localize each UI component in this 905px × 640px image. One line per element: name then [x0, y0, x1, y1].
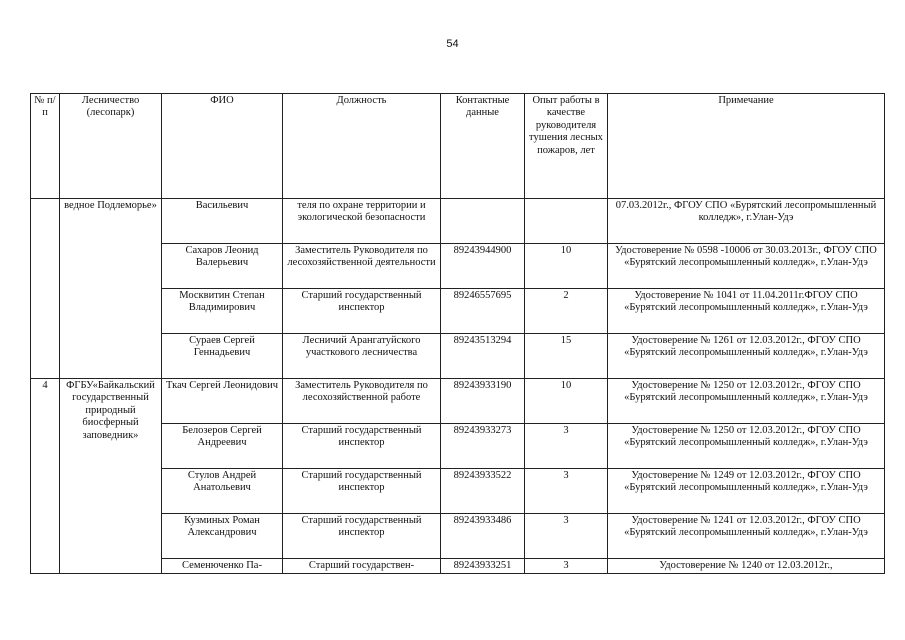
forestry-cell: ФГБУ«Байкальский государственный природный биосферный заповедник»	[60, 379, 162, 574]
contact-cell: 89243933522	[441, 469, 525, 514]
header-number: № п/п	[31, 94, 60, 199]
personnel-table	[30, 93, 885, 574]
table-row	[31, 199, 885, 244]
fio-cell: Кузминых Роман Александрович	[162, 514, 283, 559]
fio-cell: Сахаров Леонид Валерьевич	[162, 244, 283, 289]
experience-cell: 3	[525, 559, 608, 574]
header-fio: ФИО	[162, 94, 283, 199]
position-cell: Старший государственный инспектор	[283, 424, 441, 469]
fio-cell: Сураев Сергей Геннадьевич	[162, 334, 283, 379]
note-cell: Удостоверение № 1041 от 11.04.2011г.ФГОУ СПО «Бурятский лесопромышленный колледж», г.Улан-Удэ	[608, 289, 885, 334]
fio-cell: Стулов Андрей Анатольевич	[162, 469, 283, 514]
experience-cell: 15	[525, 334, 608, 379]
position-cell: Лесничий Арангатуйского участкового лесничества	[283, 334, 441, 379]
fio-cell: Семенюченко Па-	[162, 559, 283, 574]
header-forestry: Лесничество (лесопарк)	[60, 94, 162, 199]
page-number: 54	[446, 38, 459, 50]
note-cell: 07.03.2012г., ФГОУ СПО «Бурятский лесопромышленный колледж», г.Улан-Удэ	[608, 199, 885, 244]
header-experience: Опыт работы в качестве руководителя тушения лесных пожаров, лет	[525, 94, 608, 199]
experience-cell	[525, 199, 608, 244]
contact-cell: 89243933273	[441, 424, 525, 469]
fio-cell: Белозеров Сергей Андреевич	[162, 424, 283, 469]
table-header-row	[31, 94, 885, 199]
position-cell: Старший государственный инспектор	[283, 514, 441, 559]
note-cell: Удостоверение № 1250 от 12.03.2012г., ФГОУ СПО «Бурятский лесопромышленный колледж», г.Улан-Удэ	[608, 424, 885, 469]
position-cell: Заместитель Руководителя по лесохозяйственной работе	[283, 379, 441, 424]
fio-cell: Ткач Сергей Леонидович	[162, 379, 283, 424]
note-cell: Удостоверение № 0598 -10006 от 30.03.2013г., ФГОУ СПО «Бурятский лесопромышленный колледж», г.Улан-Удэ	[608, 244, 885, 289]
experience-cell: 3	[525, 469, 608, 514]
experience-cell: 3	[525, 514, 608, 559]
contact-cell: 89243933251	[441, 559, 525, 574]
header-note: Примечание	[608, 94, 885, 199]
note-cell: Удостоверение № 1241 от 12.03.2012г., ФГОУ СПО «Бурятский лесопромышленный колледж», г.Улан-Удэ	[608, 514, 885, 559]
note-cell: Удостоверение № 1261 от 12.03.2012г., ФГОУ СПО «Бурятский лесопромышленный колледж», г.Улан-Удэ	[608, 334, 885, 379]
contact-cell: 89243933190	[441, 379, 525, 424]
position-cell: теля по охране территории и экологической безопасности	[283, 199, 441, 244]
position-cell: Заместитель Руководителя по лесохозяйственной деятельности	[283, 244, 441, 289]
contact-cell: 89246557695	[441, 289, 525, 334]
position-cell: Старший государственный инспектор	[283, 469, 441, 514]
header-position: Должность	[283, 94, 441, 199]
contact-cell: 89243513294	[441, 334, 525, 379]
row-number-cell	[31, 199, 60, 379]
fio-cell: Васильевич	[162, 199, 283, 244]
table-row	[31, 379, 885, 424]
row-number-cell: 4	[31, 379, 60, 574]
position-cell: Старший государственный инспектор	[283, 289, 441, 334]
experience-cell: 2	[525, 289, 608, 334]
experience-cell: 3	[525, 424, 608, 469]
contact-cell: 89243944900	[441, 244, 525, 289]
experience-cell: 10	[525, 379, 608, 424]
note-cell: Удостоверение № 1240 от 12.03.2012г.,	[608, 559, 885, 574]
fio-cell: Москвитин Степан Владимирович	[162, 289, 283, 334]
experience-cell: 10	[525, 244, 608, 289]
header-contact: Контактные данные	[441, 94, 525, 199]
position-cell: Старший государствен-	[283, 559, 441, 574]
contact-cell	[441, 199, 525, 244]
note-cell: Удостоверение № 1250 от 12.03.2012г., ФГОУ СПО «Бурятский лесопромышленный колледж», г.Улан-Удэ	[608, 379, 885, 424]
contact-cell: 89243933486	[441, 514, 525, 559]
forestry-cell: ведное Подлеморье»	[60, 199, 162, 379]
note-cell: Удостоверение № 1249 от 12.03.2012г., ФГОУ СПО «Бурятский лесопромышленный колледж», г.Улан-Удэ	[608, 469, 885, 514]
